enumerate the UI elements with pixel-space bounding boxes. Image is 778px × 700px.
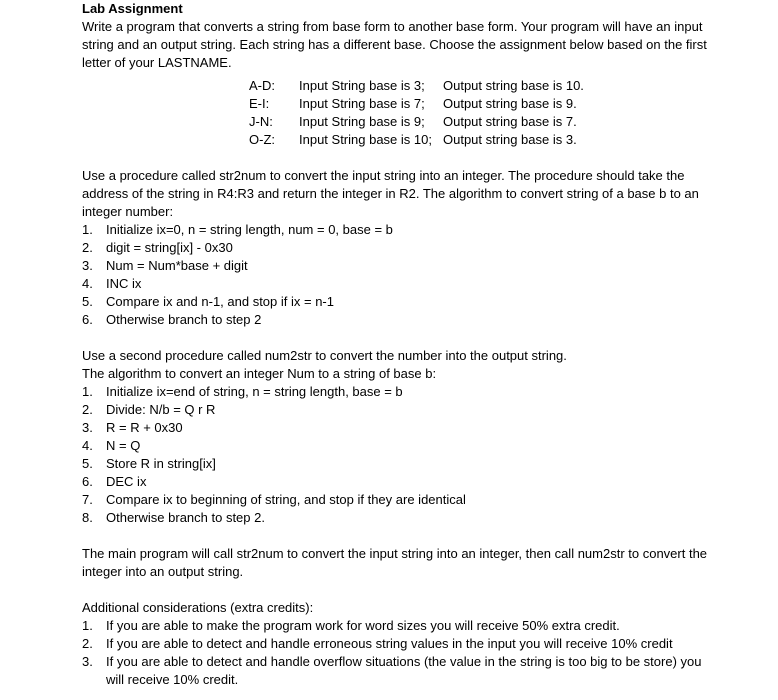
list-item — [82, 455, 712, 473]
list-item — [82, 437, 712, 455]
input-base: Input String base is 3; — [299, 78, 425, 93]
list-number: 1. — [82, 384, 93, 399]
list-number: 3. — [82, 420, 93, 435]
input-base: Input String base is 7; — [299, 96, 425, 111]
list-item — [82, 293, 712, 311]
range-label: A-D: — [249, 78, 275, 93]
range-label: J-N: — [249, 114, 273, 129]
step-text: Initialize ix=0, n = string length, num = 0, base = b — [106, 222, 393, 237]
table-row — [249, 77, 590, 95]
page-title: Lab Assignment — [82, 1, 183, 16]
output-base: Output string base is 3. — [443, 132, 577, 147]
step-text: Store R in string[ix] — [106, 456, 216, 471]
list-item — [82, 491, 712, 509]
main-program-paragraph: The main program will call str2num to convert the input string into an integer, then call num2str to convert the integer into an output string. — [82, 546, 708, 579]
list-number: 6. — [82, 312, 93, 327]
list-number: 2. — [82, 240, 93, 255]
list-number: 3. — [82, 258, 93, 273]
list-item — [82, 419, 712, 437]
table-row — [249, 113, 590, 131]
num2str-steps — [82, 383, 712, 527]
document-page — [82, 0, 712, 689]
table-row — [249, 95, 590, 113]
list-number: 5. — [82, 294, 93, 309]
input-base: Input String base is 10; — [299, 132, 432, 147]
item-text: If you are able to detect and handle overflow situations (the value in the string is too big to be store) you will receive 10% credit. — [106, 654, 702, 687]
list-number: 2. — [82, 402, 93, 417]
str2num-steps — [82, 221, 712, 329]
list-item — [82, 617, 712, 635]
output-base: Output string base is 9. — [443, 96, 577, 111]
list-number: 8. — [82, 510, 93, 525]
list-item — [82, 653, 712, 689]
list-number: 5. — [82, 456, 93, 471]
list-item — [82, 509, 712, 527]
base-assignment-table — [249, 77, 590, 149]
step-text: DEC ix — [106, 474, 147, 489]
list-item — [82, 257, 712, 275]
range-label: O-Z: — [249, 132, 275, 147]
list-number: 4. — [82, 438, 93, 453]
extra-credit-list — [82, 617, 712, 689]
num2str-algorithm-intro: The algorithm to convert an integer Num to a string of base b: — [82, 366, 437, 381]
output-base: Output string base is 10. — [443, 78, 584, 93]
item-text: If you are able to make the program work for word sizes you will receive 50% extra credit. — [106, 618, 620, 633]
list-number: 1. — [82, 618, 93, 633]
step-text: Compare ix and n-1, and stop if ix = n-1 — [106, 294, 334, 309]
list-item — [82, 239, 712, 257]
str2num-description: Use a procedure called str2num to convert the input string into an integer. The procedure should take the address of the string in R4:R3 and return the integer in R2. The algorithm to convert string of a base b to an integer number: — [82, 168, 699, 219]
list-item — [82, 635, 712, 653]
list-number: 4. — [82, 276, 93, 291]
output-base: Output string base is 7. — [443, 114, 577, 129]
list-number: 7. — [82, 492, 93, 507]
step-text: Otherwise branch to step 2. — [106, 510, 265, 525]
list-item — [82, 311, 712, 329]
step-text: digit = string[ix] - 0x30 — [106, 240, 233, 255]
step-text: Compare ix to beginning of string, and stop if they are identical — [106, 492, 466, 507]
step-text: Divide: N/b = Q r R — [106, 402, 216, 417]
num2str-description: Use a second procedure called num2str to convert the number into the output string. — [82, 348, 567, 363]
step-text: Otherwise branch to step 2 — [106, 312, 262, 327]
intro-paragraph: Write a program that converts a string from base form to another base form. Your program will have an input string and an output string. Each string has a different base. Choose the assignment below based on the first letter of your LASTNAME. — [82, 19, 707, 70]
range-label: E-I: — [249, 96, 270, 111]
list-item — [82, 401, 712, 419]
step-text: Num = Num*base + digit — [106, 258, 248, 273]
item-text: If you are able to detect and handle erroneous string values in the input you will receive 10% credit — [106, 636, 673, 651]
step-text: Initialize ix=end of string, n = string length, base = b — [106, 384, 403, 399]
step-text: R = R + 0x30 — [106, 420, 183, 435]
list-item — [82, 383, 712, 401]
list-number: 1. — [82, 222, 93, 237]
extra-credit-heading: Additional considerations (extra credits): — [82, 600, 314, 615]
table-row — [249, 131, 590, 149]
list-item — [82, 275, 712, 293]
input-base: Input String base is 9; — [299, 114, 425, 129]
list-item — [82, 221, 712, 239]
step-text: N = Q — [106, 438, 141, 453]
list-number: 6. — [82, 474, 93, 489]
step-text: INC ix — [106, 276, 142, 291]
list-item — [82, 473, 712, 491]
list-number: 2. — [82, 636, 93, 651]
list-number: 3. — [82, 654, 93, 669]
